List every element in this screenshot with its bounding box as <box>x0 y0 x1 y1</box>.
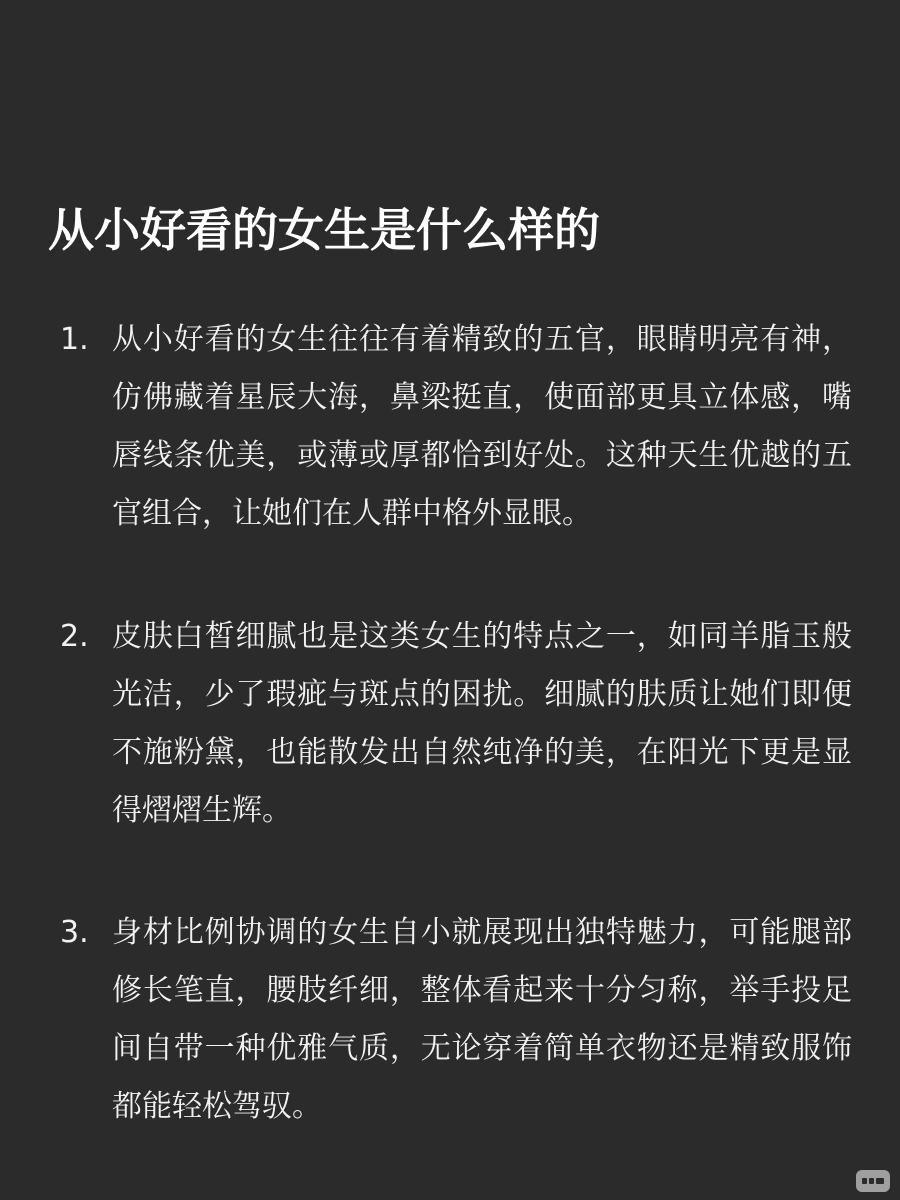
app-logo-icon <box>856 1170 890 1192</box>
list-item-text: 从小好看的女生往往有着精致的五官，眼睛明亮有神，仿佛藏着星辰大海，鼻梁挺直，使面部更具立体感，嘴唇线条优美，或薄或厚都恰到好处。这种天生优越的五官组合，让她们在人群中格外显眼。 <box>112 322 852 531</box>
list-item <box>60 608 860 840</box>
list-item <box>60 904 860 1136</box>
list-item-text: 身材比例协调的女生自小就展现出独特魅力，可能腿部修长笔直，腰肢纤细，整体看起来十分匀称，举手投足间自带一种优雅气质，无论穿着简单衣物还是精致服饰都能轻松驾驭。 <box>112 915 852 1124</box>
list-item-number: 3. <box>60 915 89 950</box>
list-item-text: 皮肤白皙细腻也是这类女生的特点之一，如同羊脂玉般光洁，少了瑕疵与斑点的困扰。细腻的肤质让她们即便不施粉黛，也能散发出自然纯净的美，在阳光下更是显得熠熠生辉。 <box>112 619 852 828</box>
list-item-number: 1. <box>60 322 89 357</box>
list-item <box>60 311 860 543</box>
list-item-number: 2. <box>60 619 89 654</box>
page-title: 从小好看的女生是什么样的 <box>48 203 600 257</box>
